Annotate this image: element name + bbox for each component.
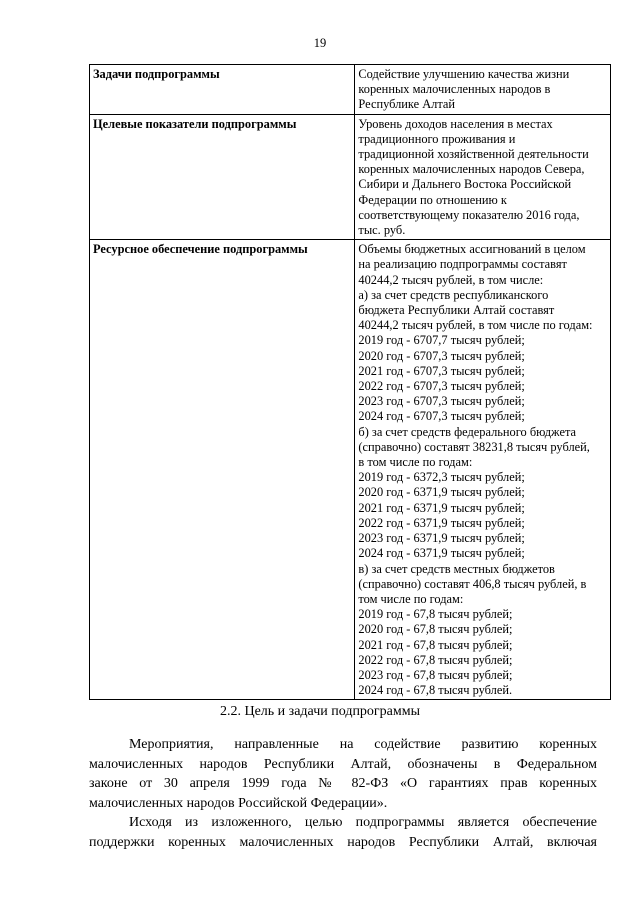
value-line: 2024 год - 67,8 тысяч рублей. — [358, 683, 513, 698]
value-line: 40244,2 тысяч рублей, в том числе по годам: — [358, 318, 593, 333]
value-line: Федерации по отношению к — [358, 192, 507, 207]
value-line: 2022 год - 6707,3 тысяч рублей; — [358, 379, 525, 394]
value-line: 2020 год - 67,8 тысяч рублей; — [358, 622, 513, 637]
row-label-target-indicators: Целевые показатели подпрограммы — [90, 114, 355, 240]
value-line: 2024 год - 6371,9 тысяч рублей; — [358, 546, 525, 561]
paragraph-line: поддержки коренных малочисленных народов Республики Алтай, включая — [89, 834, 597, 850]
value-line: том числе по годам: — [358, 591, 464, 606]
row-value-tasks — [355, 65, 611, 115]
value-line: традиционного проживания и — [358, 131, 516, 146]
value-line: Содействие улучшению качества жизни — [358, 67, 570, 81]
value-line: Сибири и Дальнего Востока Российской — [358, 177, 572, 192]
value-line: в) за счет средств местных бюджетов — [358, 561, 555, 576]
value-line: бюджета Республики Алтай составят — [358, 303, 555, 318]
value-line: тыс. руб. — [358, 223, 406, 238]
value-line: коренных малочисленных народов в — [358, 82, 551, 97]
value-line: Уровень доходов населения в местах — [358, 116, 553, 131]
value-line: 2021 год - 6371,9 тысяч рублей; — [358, 500, 525, 515]
row-label-resource-provision: Ресурсное обеспечение подпрограммы — [90, 240, 355, 700]
row-value-resource-provision — [355, 240, 611, 700]
value-line: на реализацию подпрограммы составят — [358, 257, 567, 272]
table-row-tasks — [90, 65, 611, 115]
value-line: традиционной хозяйственной деятельности — [358, 147, 589, 162]
value-line: коренных малочисленных народов Севера, — [358, 162, 585, 177]
subprogram-passport-table — [89, 64, 611, 700]
paragraph-activities — [89, 735, 597, 813]
value-line: 2023 год - 6371,9 тысяч рублей; — [358, 531, 525, 546]
paragraph-line: Исходя из изложенного, целью подпрограммы является обеспечение — [129, 815, 597, 830]
value-line: б) за счет средств федерального бюджета — [358, 424, 577, 439]
section-heading: 2.2. Цель и задачи подпрограммы — [219, 704, 421, 719]
value-line: (справочно) составят 38231,8 тысяч рублей, — [358, 439, 590, 454]
row-value-target-indicators — [355, 114, 611, 240]
paragraph-line: Мероприятия, направленные на содействие развитию коренных — [129, 737, 597, 752]
page-number: 19 — [313, 36, 327, 50]
value-line: а) за счет средств республиканского — [358, 287, 549, 302]
value-line: 2019 год - 67,8 тысяч рублей; — [358, 607, 513, 622]
value-line: 2023 год - 6707,3 тысяч рублей; — [358, 394, 525, 409]
value-line: 2021 год - 6707,3 тысяч рублей; — [358, 363, 525, 378]
row-label-tasks: Задачи подпрограммы — [90, 65, 355, 115]
table-row-target-indicators — [90, 114, 611, 240]
value-line: (справочно) составят 406,8 тысяч рублей, в — [358, 576, 587, 591]
value-line: 2024 год - 6707,3 тысяч рублей; — [358, 409, 525, 424]
value-line: 40244,2 тысяч рублей, в том числе: — [358, 272, 544, 287]
value-line: 2020 год - 6707,3 тысяч рублей; — [358, 348, 525, 363]
paragraph-line: законе от 30 апреля 1999 года № 82-ФЗ «О гарантиях прав коренных — [89, 776, 597, 791]
value-line: 2019 год - 6707,7 тысяч рублей; — [358, 333, 525, 348]
paragraph-goal — [89, 813, 597, 852]
value-line: Объемы бюджетных ассигнований в целом — [358, 242, 586, 257]
section-body — [89, 735, 597, 852]
value-line: соответствующему показателю 2016 года, — [358, 207, 580, 222]
value-line: 2023 год - 67,8 тысяч рублей; — [358, 667, 513, 682]
table-row-resource-provision — [90, 240, 611, 700]
paragraph-line: малочисленных народов Российской Федерации». — [89, 795, 388, 811]
value-line: 2020 год - 6371,9 тысяч рублей; — [358, 485, 525, 500]
value-line: 2019 год - 6372,3 тысяч рублей; — [358, 470, 525, 485]
value-line: 2022 год - 6371,9 тысяч рублей; — [358, 515, 525, 530]
value-line: 2022 год - 67,8 тысяч рублей; — [358, 652, 513, 667]
value-line: в том числе по годам: — [358, 455, 473, 470]
value-line: 2021 год - 67,8 тысяч рублей; — [358, 637, 513, 652]
paragraph-line: малочисленных народов Республики Алтай, обозначены в Федеральном — [89, 756, 597, 772]
value-line: Республике Алтай — [358, 97, 456, 112]
